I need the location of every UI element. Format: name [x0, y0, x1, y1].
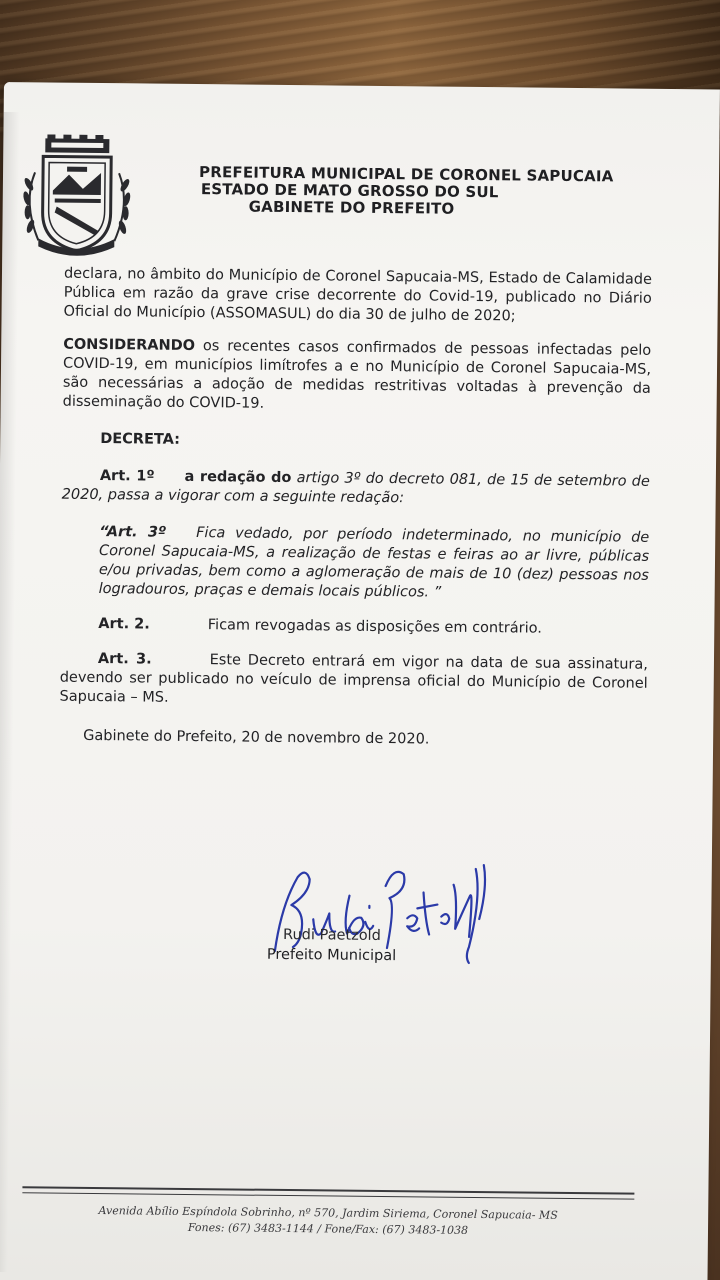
article-1-bold-text: a redação do — [184, 468, 292, 487]
article-1 — [62, 467, 650, 511]
paragraph-calamity: declara, no âmbito do Município de Coronel Sapucaia-MS, Estado de Calamidade Pública em razão da grave crise decorrente do Covid-19, publicado no Diário Oficial do Município (ASSOMASUL) do dia 30 de julho de 2020; — [63, 265, 653, 325]
document-footer — [22, 1202, 634, 1240]
header-municipality: PREFEITURA MUNICIPAL DE CORONEL SAPUCAIA — [198, 163, 614, 186]
article-3-text: Este Decreto entrará em vigor na data de sua assinatura, devendo ser publicado no veículo de imprensa oficial do Município de Coronel Sapucaia – MS. — [59, 652, 649, 706]
considerando-keyword: CONSIDERANDO — [63, 336, 196, 355]
decree-body — [59, 265, 652, 752]
quoted-article-3 — [61, 523, 650, 605]
article-3-label: Art. 3. — [97, 651, 152, 668]
article-3 — [59, 650, 648, 713]
signer-role: Prefeito Municipal — [266, 946, 397, 965]
header-state: ESTADO DE MATO GROSSO DO SUL — [200, 180, 499, 202]
signer-name: Rudi Paetzold — [282, 926, 381, 944]
footer-address: Avenida Abílio Espíndola Sobrinho, nº 570, Jardim Siriema, Coronel Sapucaia- MS — [98, 1204, 558, 1222]
article-2-text: Ficam revogadas as disposições em contrário. — [207, 617, 542, 637]
article-1-label: Art. 1º — [99, 468, 155, 485]
article-2-label: Art. 2. — [98, 616, 150, 633]
footer-phones: Fones: (67) 3483-1144 / Fone/Fax: (67) 3483-1038 — [187, 1220, 469, 1237]
signing-place-date: Gabinete do Prefeito, 20 de novembro de 2020. — [83, 727, 430, 748]
article-1-italic-text: artigo 3º do decreto 081, de 15 de setembro de 2020, passa a vigorar com a seguinte redação: — [61, 470, 650, 507]
signature-block — [257, 855, 518, 988]
article-2 — [60, 615, 648, 640]
quoted-article-3-label: “Art. 3º — [99, 524, 167, 541]
header-office: GABINETE DO PREFEITO — [248, 197, 455, 218]
decree-document — [0, 82, 720, 1280]
document-header — [199, 164, 614, 219]
decreta-heading: DECRETA: — [100, 431, 181, 448]
paragraph-considerando — [63, 336, 652, 418]
quoted-article-3-text: Fica vedado, por período indeterminado, no município de Coronel Sapucaia-MS, a realização de festas e feiras ao ar livre, públicas e/ou privadas, bem como a aglomeração de mais de 10 (dez) pessoas nos logradouros, praças e demais locais públicos. ” — [98, 525, 650, 601]
paper-shadow-edge — [0, 112, 20, 1272]
considerando-text: os recentes casos confirmados de pessoas infectadas pelo COVID-19, em municípios limítrofes a e no Município de Coronel Sapucaia-MS, são necessárias a adoção de medidas restritivas voltadas à prevenção da disseminação do COVID-19. — [62, 338, 652, 412]
coat-of-arms-icon — [16, 132, 137, 257]
